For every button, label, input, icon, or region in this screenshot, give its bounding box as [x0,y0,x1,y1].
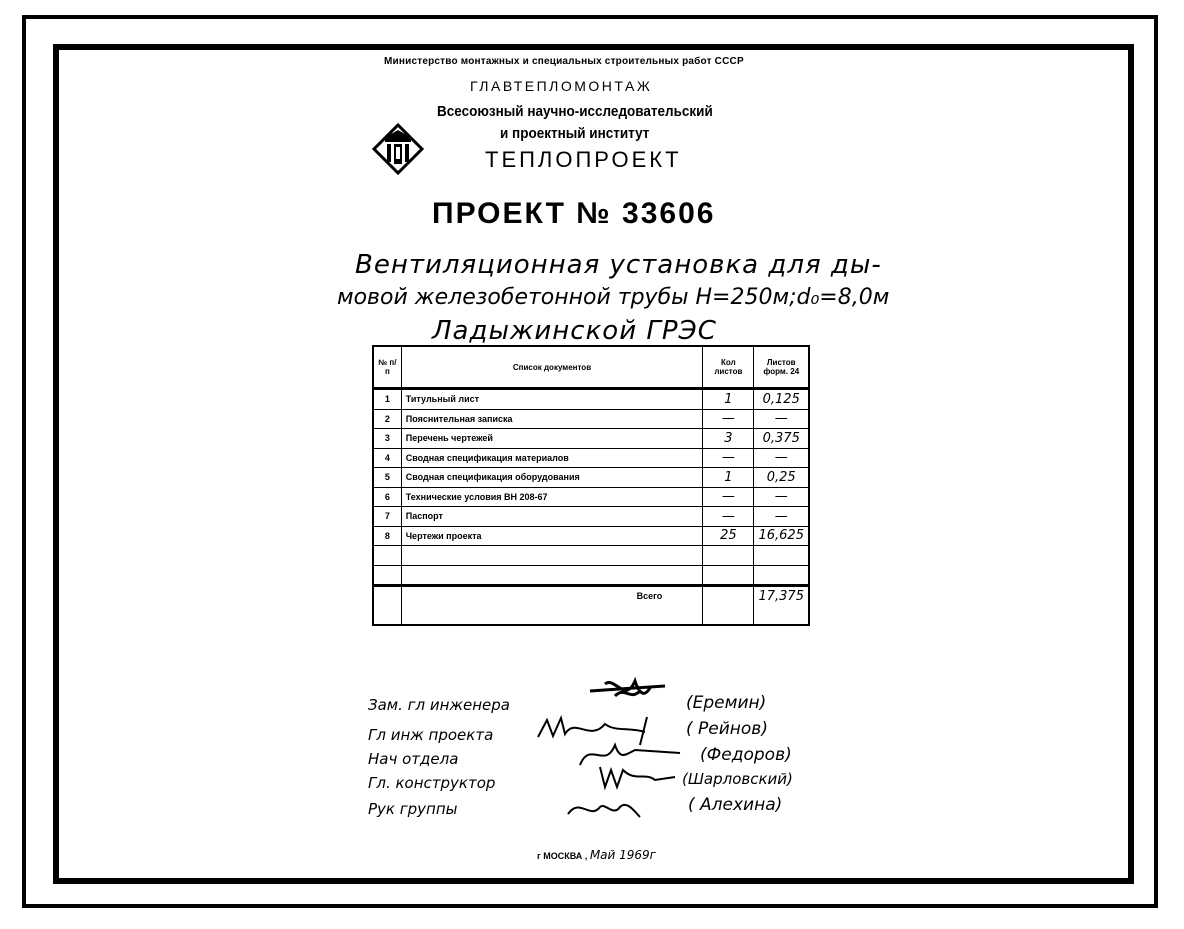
project-title-line-1: Вентиляционная установка для ды- [355,250,882,280]
place-and-date [537,848,656,862]
project-title-line-2: мовой железобетонной трубы H=250м;d₀=8,0м [337,285,890,310]
table-total-row [373,586,809,606]
row-sheets: — [754,448,809,468]
row-name: Чертежи проекта [401,526,703,546]
row-sheets: 0,375 [754,429,809,449]
table-row [373,448,809,468]
signature-scribble-icon [565,792,645,822]
institute-line-2: и проектный институт [500,125,650,142]
signature-scribble-icon [595,762,685,792]
row-num: 8 [373,526,401,546]
row-sheets [754,565,809,586]
total-value: 17,375 [754,586,809,606]
row-count: 25 [703,526,754,546]
row-name: Пояснительная записка [401,409,703,429]
row-num [373,565,401,586]
row-sheets: — [754,507,809,527]
row-num: 7 [373,507,401,527]
date: Май 1969г [589,848,656,862]
table-row [373,429,809,449]
row-name: Титульный лист [401,389,703,410]
row-sheets: — [754,487,809,507]
row-name [401,565,703,586]
signer-name: ( Алехина) [688,795,783,815]
signer-name: (Еремин) [686,693,767,713]
table-row [373,468,809,488]
total-label: Всего [401,586,703,606]
row-count: — [703,409,754,429]
row-sheets: 0,25 [754,468,809,488]
table-row [373,565,809,586]
row-count: 1 [703,468,754,488]
row-sheets: — [754,409,809,429]
institute-line-1: Всесоюзный научно-исследовательский [437,103,713,120]
row-num: 4 [373,448,401,468]
city: г МОСКВА , [537,851,588,861]
row-count: 1 [703,389,754,410]
row-count [703,565,754,586]
row-count: — [703,507,754,527]
glavk-name: ГЛАВТЕПЛОМОНТАЖ [470,78,653,94]
tail-count-cell [703,606,754,626]
row-count [703,546,754,566]
institute-name: ТЕПЛОПРОЕКТ [485,147,682,172]
row-count: — [703,448,754,468]
table-row [373,409,809,429]
row-count: — [703,487,754,507]
row-num: 1 [373,389,401,410]
row-sheets: 16,625 [754,526,809,546]
row-name: Паспорт [401,507,703,527]
row-num: 3 [373,429,401,449]
tail-sheets-cell [754,606,809,626]
total-count-cell [703,586,754,606]
header-num: № п/п [373,346,401,389]
tail-name-cell [401,606,703,626]
tail-num-cell [373,606,401,626]
row-name: Перечень чертежей [401,429,703,449]
table-row [373,546,809,566]
header-count: Кол листов [703,346,754,389]
row-count: 3 [703,429,754,449]
table-tail-row [373,606,809,626]
signer-role: Рук группы [368,800,458,818]
institute-logo-icon [372,123,424,175]
table-row [373,526,809,546]
documents-table [372,345,810,626]
project-number: ПРОЕКТ № 33606 [432,197,716,230]
table-row [373,389,809,410]
signer-name: (Шарловский) [682,770,793,788]
row-num: 2 [373,409,401,429]
table-row [373,487,809,507]
header-sheets: Листов форм. 24 [754,346,809,389]
signer-name: (Федоров) [700,745,792,765]
signer-role: Гл. конструктор [368,774,496,792]
table-header-row [373,346,809,389]
row-num [373,546,401,566]
signer-role: Нач отдела [368,750,459,768]
row-num: 5 [373,468,401,488]
row-name: Технические условия ВН 208-67 [401,487,703,507]
project-title-line-3: Ладыжинской ГРЭС [432,316,717,346]
row-num: 6 [373,487,401,507]
row-sheets [754,546,809,566]
row-name: Сводная спецификация материалов [401,448,703,468]
table-row [373,507,809,527]
ministry-line: Министерство монтажных и специальных строительных работ СССР [384,56,744,67]
signer-name: ( Рейнов) [686,719,768,739]
row-sheets: 0,125 [754,389,809,410]
total-num-cell [373,586,401,606]
signer-role: Гл инж проекта [368,726,494,744]
row-name: Сводная спецификация оборудования [401,468,703,488]
row-name [401,546,703,566]
signature-scribble-icon [585,676,670,706]
signer-role: Зам. гл инженера [368,696,510,714]
header-name: Список документов [401,346,703,389]
